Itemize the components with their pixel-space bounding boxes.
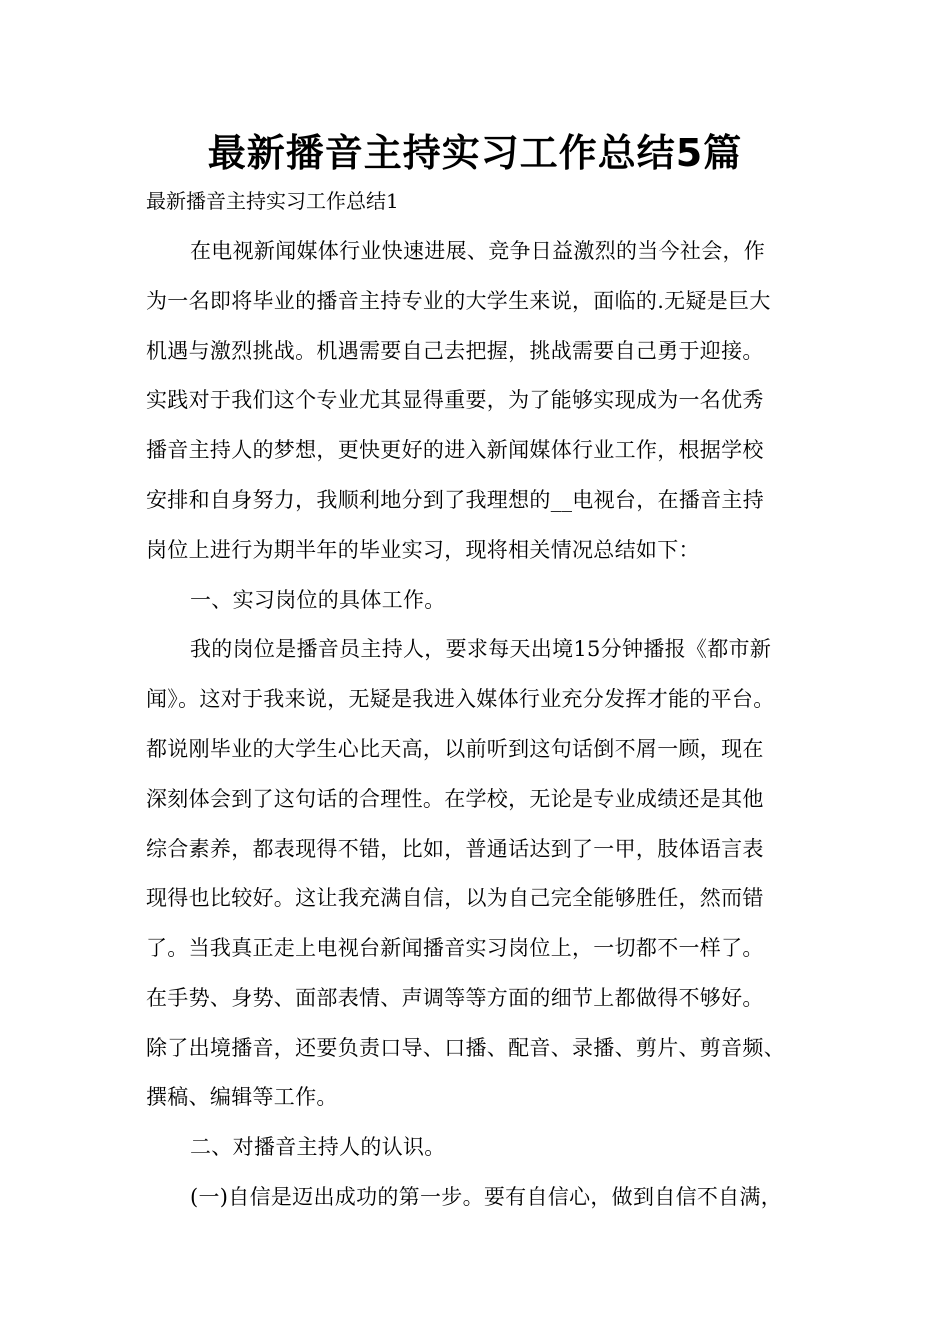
text-line: 在电视新闻媒体行业快速进展、竞争日益激烈的当今社会，作: [190, 239, 766, 263]
text-line: 闻》。这对于我来说，无疑是我进入媒体行业充分发挥才能的平台。: [146, 687, 775, 711]
text-line: (一)自信是迈出成功的第一步。要有自信心，做到自信不自满，: [190, 1185, 783, 1209]
text-line: 除了出境播音，还要负责口导、口播、配音、录播、剪片、剪音频、: [146, 1036, 785, 1060]
section-heading: 二、对播音主持人的认识。: [190, 1135, 446, 1159]
text-line: 我的岗位是播音员主持人，要求每天出境15分钟播报《都市新: [190, 637, 772, 661]
text-line: 了。当我真正走上电视台新闻播音实习岗位上，一切都不一样了。: [146, 936, 764, 960]
text-line: 撰稿、编辑等工作。: [146, 1085, 338, 1109]
section-heading: 一、实习岗位的具体工作。: [190, 588, 446, 612]
text-line: 深刻体会到了这句话的合理性。在学校，无论是专业成绩还是其他: [146, 787, 764, 811]
document-title: 最新播音主持实习工作总结5篇: [207, 131, 743, 175]
text-line: 为一名即将毕业的播音主持专业的大学生来说，面临的.无疑是巨大: [146, 289, 771, 313]
text-line: 安排和自身努力，我顺利地分到了我理想的__电视台，在播音主持: [146, 488, 764, 512]
text-line: 实践对于我们这个专业尤其显得重要，为了能够实现成为一名优秀: [146, 388, 764, 412]
text-line: 机遇与激烈挑战。机遇需要自己去把握，挑战需要自己勇于迎接。: [146, 339, 764, 363]
text-line: 播音主持人的梦想，更快更好的进入新闻媒体行业工作，根据学校: [146, 438, 764, 462]
text-line: 现得也比较好。这让我充满自信，以为自己完全能够胜任，然而错: [146, 886, 764, 910]
text-line: 综合素养，都表现得不错，比如，普通话达到了一甲，肢体语言表: [146, 837, 764, 861]
text-line: 在手势、身势、面部表情、声调等等方面的细节上都做得不够好。: [146, 986, 764, 1010]
text-line: 都说刚毕业的大学生心比天高，以前听到这句话倒不屑一顾，现在: [146, 737, 764, 761]
document-subtitle: 最新播音主持实习工作总结1: [146, 189, 399, 213]
text-line: 岗位上进行为期半年的毕业实习，现将相关情况总结如下：: [146, 538, 700, 562]
